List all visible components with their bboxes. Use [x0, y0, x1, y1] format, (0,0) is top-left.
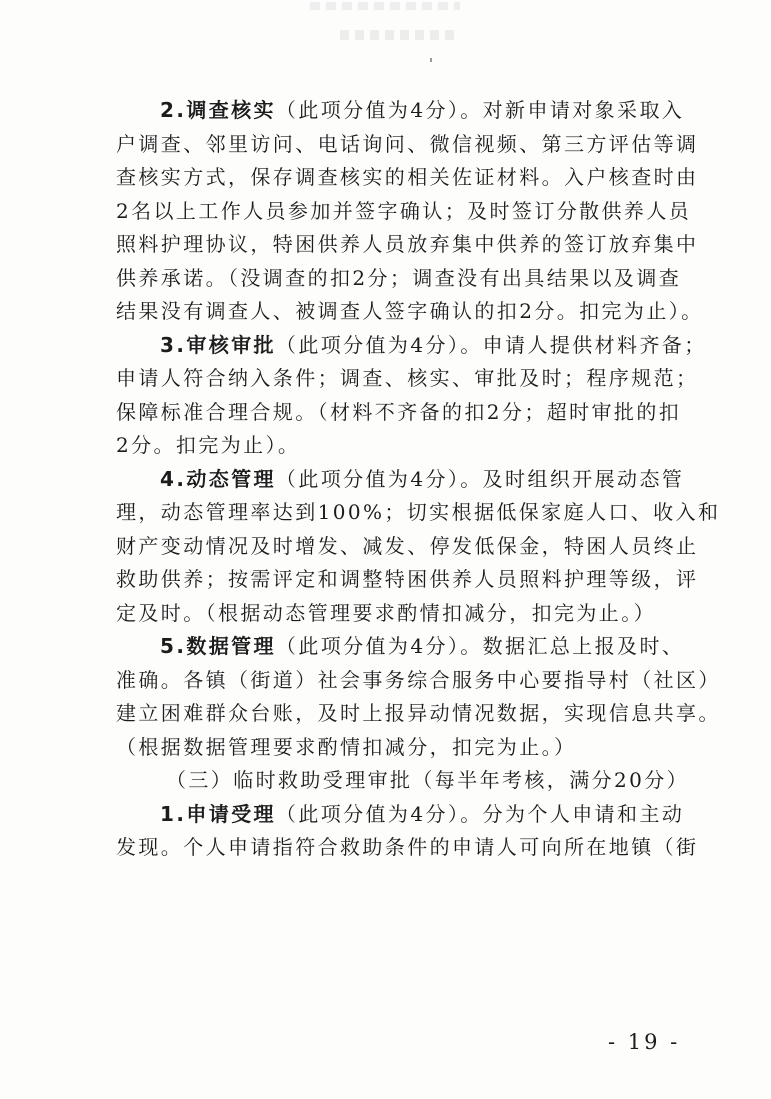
line-text: 供养承诺。（没调查的扣2分；调查没有出具结果以及调查 — [116, 265, 682, 290]
text-line — [116, 362, 699, 396]
line-text: 救助供养；按需评定和调整特困供养人员照料护理等级，评 — [116, 567, 699, 591]
page-number: - 19 - — [608, 1030, 681, 1054]
text-line — [116, 228, 699, 262]
text-line — [116, 396, 682, 430]
item-title: 5.数据管理 — [160, 634, 276, 658]
item-title: 4.动态管理 — [160, 466, 276, 491]
text-line — [116, 161, 699, 195]
line-text: （此项分值为4分）。及时组织开展动态管 — [275, 466, 685, 491]
bleed-through-header — [300, 0, 500, 60]
item-title: 2.调查核实 — [160, 98, 276, 122]
text-line — [116, 128, 699, 162]
line-text: （三）临时救助受理审批（每半年考核，满分20分） — [166, 768, 690, 792]
text-line — [116, 798, 685, 832]
line-text: 发现。个人申请指符合救助条件的申请人可向所在地镇（街 — [116, 835, 699, 859]
line-text: 照料护理协议，特困供养人员放弃集中供养的签订放弃集中 — [116, 232, 699, 256]
line-text: 2分。扣完为止）。 — [116, 433, 301, 457]
line-text: 户调查、邻里访问、电话询问、微信视频、第三方评估等调 — [116, 131, 699, 156]
text-line — [116, 831, 699, 865]
body-text — [116, 94, 721, 865]
section-heading — [116, 764, 690, 798]
text-line — [116, 496, 721, 530]
line-text: 查核实方式，保存调查核实的相关佐证材料。入户核查时由 — [116, 165, 699, 189]
line-text: （此项分值为4分）。分为个人申请和主动 — [275, 801, 685, 826]
line-text: 申请人符合纳入条件；调查、核实、审批及时；程序规范； — [116, 366, 699, 390]
line-text: 财产变动情况及时增发、减发、停发低保金，特困人员终止 — [116, 533, 699, 558]
text-line — [116, 530, 699, 564]
item-title: 3.审核审批 — [160, 332, 276, 357]
line-text: 建立困难群众台账，及时上报异动情况数据，实现信息共享。 — [116, 701, 721, 725]
text-line — [116, 463, 685, 497]
text-line — [116, 94, 685, 128]
text-line — [116, 630, 685, 664]
line-text: （根据数据管理要求酌情扣减分，扣完为止。） — [116, 734, 577, 759]
text-line — [116, 731, 676, 765]
text-line — [116, 295, 704, 329]
line-text: 理，动态管理率达到100%；切实根据低保家庭人口、收入和 — [116, 500, 721, 524]
text-line — [116, 563, 699, 597]
line-text: 定及时。（根据动态管理要求酌情扣减分，扣完为止。） — [116, 600, 656, 625]
line-text: 保障标准合理合规。（材料不齐备的扣2分；超时审批的扣 — [116, 399, 682, 424]
line-text: 准确。各镇（街道）社会事务综合服务中心要指导村（社区） — [116, 667, 721, 692]
item-title: 1.申请受理 — [160, 801, 276, 826]
line-text: （此项分值为4分）。数据汇总上报及时、 — [275, 634, 685, 658]
line-text: 结果没有调查人、被调查人签字确认的扣2分。扣完为止）。 — [116, 299, 704, 323]
text-line — [116, 429, 676, 463]
text-line — [116, 697, 721, 731]
text-line — [116, 262, 682, 296]
text-line — [116, 664, 721, 698]
line-text: （此项分值为4分）。申请人提供材料齐备； — [275, 332, 707, 357]
text-line — [116, 195, 692, 229]
text-line — [116, 329, 707, 363]
text-line — [116, 597, 676, 631]
line-text: 2名以上工作人员参加并签字确认；及时签订分散供养人员 — [116, 198, 692, 223]
line-text: （此项分值为4分）。对新申请对象采取入 — [275, 98, 685, 122]
